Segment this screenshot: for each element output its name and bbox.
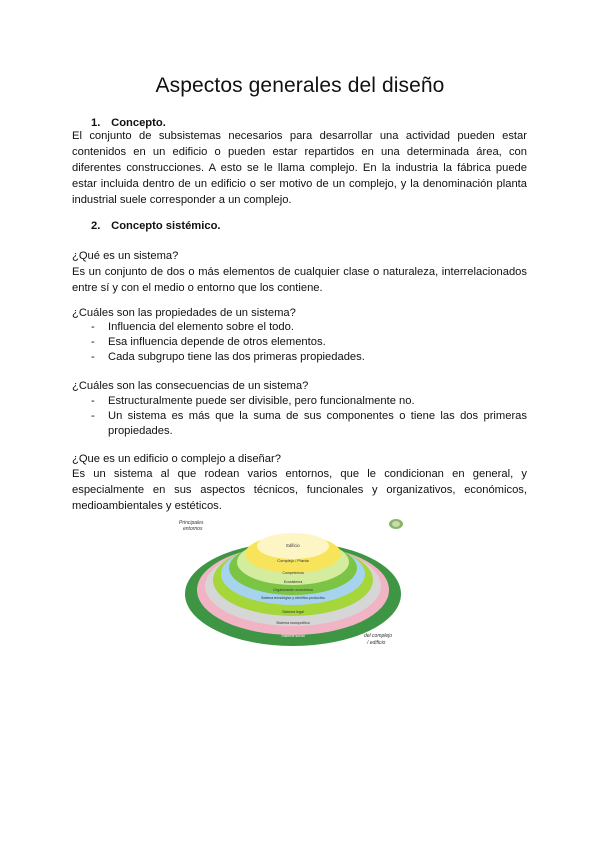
section-number: 2. (91, 220, 101, 232)
section-title: Concepto. (111, 117, 166, 129)
section-title: Concepto sistémico. (111, 220, 221, 232)
concepto-paragraph: El conjunto de subsistemas necesarios para desarrollar una actividad pueden estar contenidos en un edificio o pueden estar repartidos en una determinada área, con diferentes construcciones. A esto se le llama complejo. En la industria la fábrica puede estar incluida dentro de un edificio o ser motivo de un complejo, y la denominación planta industrial suele corresponder a un complejo. (72, 130, 527, 206)
question-que-es-sistema: ¿Qué es un sistema? (72, 250, 179, 262)
ring-label: Sistema sociopolítico (276, 621, 310, 625)
list-item: - Estructuralmente puede ser divisible, pero funcionalmente no. (72, 394, 527, 409)
ring-label: Organización económica (273, 588, 313, 592)
diagram-label-bottom-right: / edificio (367, 640, 386, 646)
list-item: - Influencia del elemento sobre el todo. (72, 320, 527, 335)
question-edificio-complejo: ¿Que es un edificio o complejo a diseñar? (72, 453, 281, 465)
ring-label: Sistema legal (282, 610, 304, 614)
propiedades-list (72, 320, 527, 365)
question-propiedades: ¿Cuáles son las propiedades de un sistema? (72, 307, 296, 319)
diagram-label-top-left: Principales (179, 520, 204, 526)
answer-edificio-complejo: Es un sistema al que rodean varios entornos, que le condicionan en general, y especialmente en sus aspectos técnicos, funcionales y organizativos, económicos, medioambientales y estéticos. (72, 468, 527, 512)
page-title: Aspectos generales del diseño (155, 74, 445, 97)
answer-que-es-sistema: Es un conjunto de dos o más elementos de cualquier clase o naturaleza, interrelacionados entre sí y con el medio o entorno que los contiene. (72, 266, 527, 294)
environments-diagram (178, 514, 410, 650)
diagram-label-top-left: entornos (183, 526, 203, 532)
ring-label: Ecosistema (283, 580, 303, 584)
globe-icon (389, 519, 403, 529)
ring-label: Sistema tecnológico y científico-productivo (260, 596, 326, 600)
diagram-label-bottom-right: del complejo (364, 633, 393, 639)
ring-label: Sistema social (281, 634, 305, 638)
ring-label: Complejo / Planta (277, 558, 309, 563)
list-item: - Cada subgrupo tiene las dos primeras propiedades. (72, 350, 527, 365)
section-number: 1. (91, 117, 101, 129)
list-item: - Esa influencia depende de otros elementos. (72, 335, 527, 350)
ring-label: Edificio (286, 543, 300, 548)
section-heading-concepto-sistemico (91, 220, 221, 232)
list-item: - Un sistema es más que la suma de sus componentes o tiene las dos primeras propiedades. (72, 409, 527, 439)
ring-label: Competencia (282, 571, 304, 575)
question-consecuencias: ¿Cuáles son las consecuencias de un sistema? (72, 380, 309, 392)
consecuencias-list (72, 394, 527, 439)
